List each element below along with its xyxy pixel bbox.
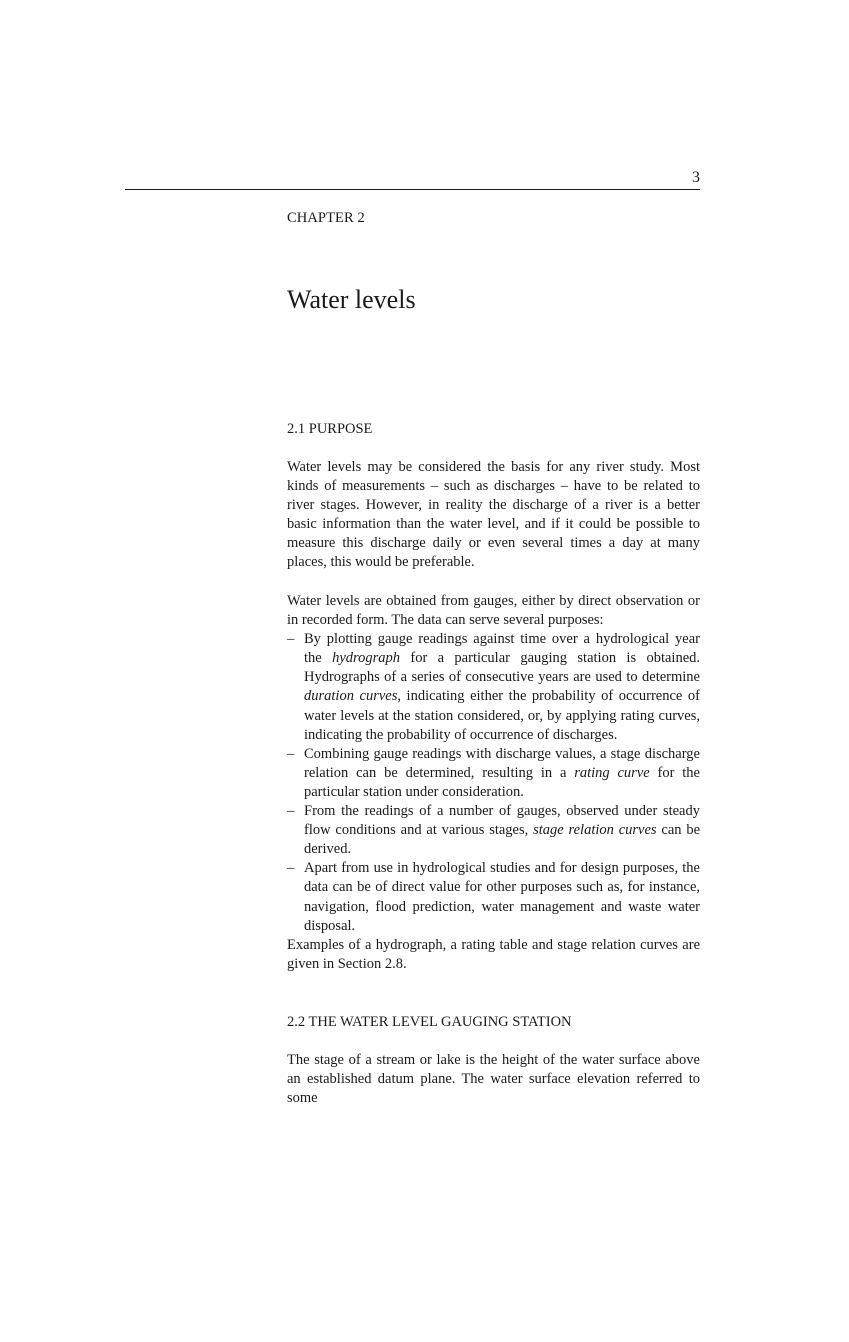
section-heading-purpose: 2.1 PURPOSE [287, 421, 373, 437]
bullet-dash: – [287, 631, 295, 648]
list-item-text: By plotting gauge readings against time over a hydrological year the [304, 631, 700, 667]
list-item-text: for a particular gauging station is obtained. Hydrographs of a series of consecutive years are used to determine [304, 650, 701, 686]
term-stage-relation-curves: stage relation curves [533, 822, 657, 839]
list-item-text: Combining gauge readings with discharge values, a stage discharge relation can be determined, resulting in a [304, 745, 700, 781]
paragraph-gauges-intro: Water levels are obtained from gauges, either by direct observation or in recorded form. The data can serve several purposes: [287, 593, 700, 629]
page-number: 3 [692, 169, 700, 186]
purpose-list [287, 630, 700, 936]
bullet-dash: – [287, 745, 295, 762]
paragraph-gauges [287, 592, 700, 974]
list-item-text: , indicating either the probability of occurrence of water levels at the station considered, or, by applying rating curves, indicating the probability of occurrence of discharges. [304, 688, 700, 743]
list-item-text: for the particular station under consideration. [304, 764, 700, 800]
paragraph-water-levels-basis: Water levels may be considered the basis for any river study. Most kinds of measurements – such as discharges – have to be related to river stages. However, in reality the discharge of a river is a better basic information than the water level, and if it could be possible to measure this discharge daily or even several times a day at many places, this would be preferable. [287, 459, 700, 571]
chapter-title: Water levels [287, 285, 416, 314]
list-item-text: From the readings of a number of gauges, observed under steady flow conditions and at various stages, [304, 803, 700, 839]
list-item-text: Apart from use in hydrological studies and for design purposes, the data can be of direct value for other purposes such as, for instance, navigation, flood prediction, water management and waste water disposal. [304, 860, 700, 934]
section-heading-gauging-station: 2.2 THE WATER LEVEL GAUGING STATION [287, 1014, 572, 1030]
chapter-label: CHAPTER 2 [287, 210, 365, 226]
term-duration-curves: duration curves [304, 688, 398, 705]
bullet-dash: – [287, 803, 295, 820]
list-item [287, 859, 700, 935]
list-item [287, 745, 700, 802]
list-item [287, 802, 700, 859]
list-item [287, 630, 700, 745]
list-item-text: can be derived. [304, 822, 701, 858]
paragraph-examples: Examples of a hydrograph, a rating table and stage relation curves are given in Section 2.8. [287, 936, 700, 972]
paragraph-stage-definition: The stage of a stream or lake is the height of the water surface above an established datum plane. The water surface elevation referred to some [287, 1052, 700, 1107]
term-rating-curve: rating curve [574, 764, 650, 781]
header-rule [125, 189, 700, 190]
term-hydrograph: hydrograph [332, 650, 401, 667]
bullet-dash: – [287, 860, 295, 877]
